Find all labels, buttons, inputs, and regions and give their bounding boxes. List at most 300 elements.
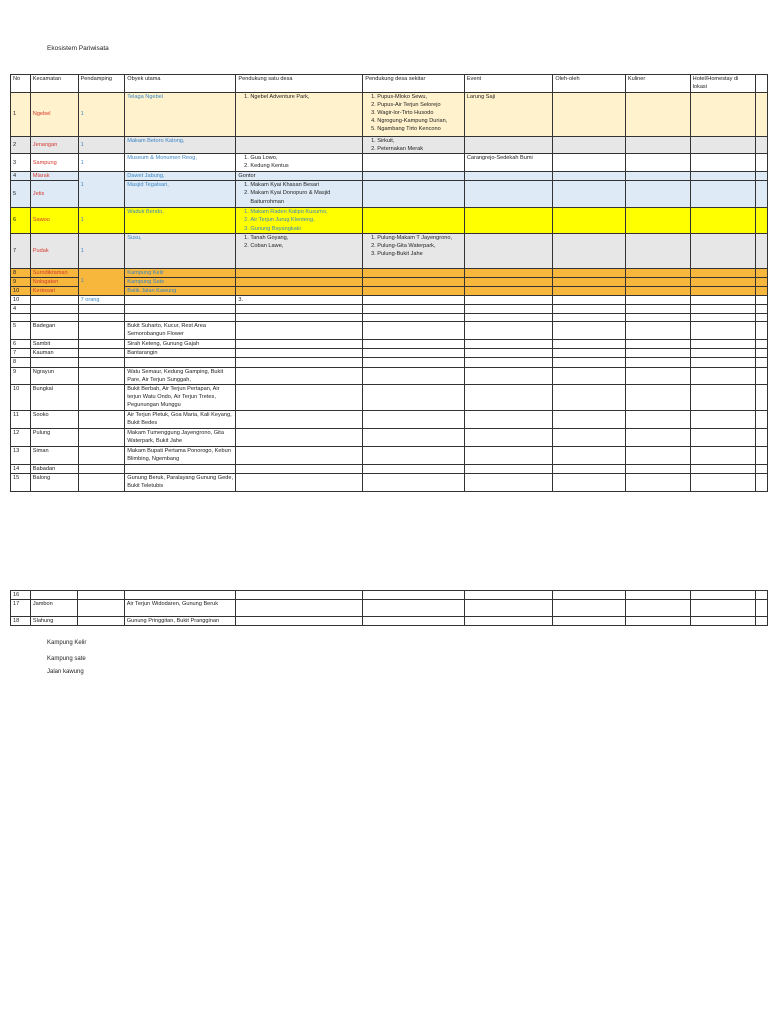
cell-hotel <box>690 277 755 286</box>
cell-pendamping <box>78 349 125 358</box>
cell-event <box>464 172 553 181</box>
list-item: 2. Pupus-Air Terjun Selorejo <box>377 101 462 109</box>
cell-overflow <box>756 473 768 491</box>
cell-obyek: Masjid Tegalsari, <box>125 181 236 208</box>
list-item: 2. Makam Kyai Donopuro & Masjid Baiturrohman <box>250 189 360 205</box>
table-row <box>11 322 768 340</box>
cell-no: 8 <box>11 268 31 277</box>
cell-oleh-oleh <box>553 600 626 617</box>
header-overflow <box>756 75 768 93</box>
cell-overflow <box>756 464 768 473</box>
cell-kecamatan: Ngrayun <box>30 367 78 384</box>
cell-pendamping <box>78 473 125 491</box>
cell-hotel <box>690 181 755 208</box>
cell-kecamatan: Bungkal <box>30 384 78 410</box>
cell-desa-sekitar <box>363 322 465 340</box>
cell-kuliner <box>625 446 690 464</box>
cell-obyek <box>125 305 236 314</box>
cell-no: 12 <box>11 428 31 446</box>
cell-event <box>464 295 553 304</box>
cell-event <box>464 600 553 617</box>
cell-event <box>464 473 553 491</box>
cell-overflow <box>756 233 768 268</box>
cell-pendamping <box>78 591 124 600</box>
cell-hotel <box>690 295 755 304</box>
cell-desa-sekitar <box>363 428 465 446</box>
cell-desa-sekitar <box>363 277 465 286</box>
cell-desa-sekitar <box>363 600 464 617</box>
list-item: 1. Gua Lowo, <box>250 154 360 162</box>
table-row <box>11 349 768 358</box>
table-row <box>11 410 768 428</box>
cell-obyek: Susu, <box>125 233 236 268</box>
cell-hotel <box>690 137 755 154</box>
cell-kuliner <box>625 384 690 410</box>
cell-satu-desa <box>236 208 363 233</box>
cell-satu-desa <box>236 600 363 617</box>
cell-obyek: Museum & Monumen Reog, <box>125 154 236 172</box>
cell-kuliner <box>626 617 691 626</box>
cell-event <box>464 181 553 208</box>
list-item: 1. Pulung-Makam T Jayengrono, <box>377 234 462 242</box>
cell-kecamatan: Sambit <box>30 340 78 349</box>
cell-obyek <box>125 314 236 322</box>
cell-satu-desa <box>236 410 363 428</box>
cell-kecamatan: Sawoo <box>30 208 78 233</box>
cell-hotel <box>691 617 756 626</box>
cell-kecamatan: Sampung <box>30 154 78 172</box>
cell-desa-sekitar <box>363 233 465 268</box>
cell-pendamping: 1 <box>78 181 125 208</box>
cell-oleh-oleh <box>553 154 626 172</box>
cell-event <box>464 233 553 268</box>
table-row <box>11 181 768 208</box>
cell-kuliner <box>626 600 691 617</box>
cell-overflow <box>756 600 768 617</box>
cell-overflow <box>756 340 768 349</box>
cell-desa-sekitar <box>363 410 465 428</box>
cell-kuliner <box>625 268 690 277</box>
cell-event <box>464 277 553 286</box>
table-row <box>11 446 768 464</box>
table-row <box>11 233 768 268</box>
cell-no: 16 <box>11 591 31 600</box>
cell-kecamatan: Pudak <box>30 233 78 268</box>
cell-kecamatan: Balong <box>30 473 78 491</box>
cell-overflow <box>756 277 768 286</box>
cell-pendamping <box>78 464 125 473</box>
cell-hotel <box>690 208 755 233</box>
cell-satu-desa <box>236 181 363 208</box>
cell-no: 9 <box>11 367 31 384</box>
cell-event <box>464 617 553 626</box>
cell-kuliner <box>625 172 690 181</box>
cell-obyek: Sirah Keteng, Gunung Gajah <box>125 340 236 349</box>
cell-obyek: Dawet Jabung, <box>125 172 236 181</box>
cell-kuliner <box>626 591 691 600</box>
cell-pendamping: 1 <box>78 154 125 172</box>
cell-desa-sekitar <box>363 473 465 491</box>
cell-hotel <box>690 349 755 358</box>
cell-obyek <box>125 358 236 367</box>
cell-pendamping: 7 orang <box>78 295 125 304</box>
cell-kuliner <box>625 208 690 233</box>
cell-pendamping <box>78 322 125 340</box>
cell-event <box>464 268 553 277</box>
cell-oleh-oleh <box>553 137 626 154</box>
cell-obyek: Bukit Suharto, Kucur, Rest Area Semorobangun Flower <box>125 322 236 340</box>
cell-obyek: Makam Betoro Katong, <box>125 137 236 154</box>
cell-no: 7 <box>11 233 31 268</box>
table-row <box>11 314 768 322</box>
header-oleh-oleh: Oleh-oleh <box>553 75 626 93</box>
cell-desa-sekitar <box>363 181 465 208</box>
cell-no: 6 <box>11 208 31 233</box>
cell-hotel <box>690 322 755 340</box>
list-item: 1. Makam Raden Kalipo Kusumo, <box>250 208 360 216</box>
cell-kuliner <box>625 349 690 358</box>
document-title: Ekosistem Pariwisata <box>47 45 109 52</box>
cell-oleh-oleh <box>553 358 626 367</box>
cell-obyek <box>125 464 236 473</box>
cell-obyek: Telaga Ngebel <box>125 93 236 137</box>
list-item: 1. Ngebel Adventure Park, <box>250 93 360 101</box>
cell-desa-sekitar <box>363 137 465 154</box>
cell-obyek: Bantarangin <box>125 349 236 358</box>
cell-satu-desa <box>236 464 363 473</box>
cell-satu-desa <box>236 305 363 314</box>
cell-pendamping <box>78 367 125 384</box>
cell-kuliner <box>625 314 690 322</box>
cell-overflow <box>756 93 768 137</box>
cell-hotel <box>690 428 755 446</box>
cell-obyek: Kampung Kelir <box>125 268 236 277</box>
cell-kecamatan: Jambon <box>30 600 78 617</box>
header-row <box>11 75 768 93</box>
cell-overflow <box>756 591 768 600</box>
cell-oleh-oleh <box>553 208 626 233</box>
cell-hotel <box>690 340 755 349</box>
cell-kuliner <box>625 295 690 304</box>
cell-pendamping <box>78 358 125 367</box>
cell-satu-desa <box>236 617 363 626</box>
cell-event <box>464 137 553 154</box>
cell-overflow <box>756 208 768 233</box>
cell-desa-sekitar <box>363 93 465 137</box>
cell-oleh-oleh <box>553 410 626 428</box>
cell-event <box>464 384 553 410</box>
cell-oleh-oleh <box>553 268 626 277</box>
header-pendamping: Pendamping <box>78 75 125 93</box>
cell-no: 18 <box>11 617 31 626</box>
cell-desa-sekitar <box>363 617 464 626</box>
list-item: 1. Tanah Goyang, <box>250 234 360 242</box>
cell-no: 10 <box>11 286 31 295</box>
cell-kecamatan <box>30 305 78 314</box>
cell-satu-desa <box>236 233 363 268</box>
cell-kecamatan: Pulung <box>30 428 78 446</box>
list-item: 2. Coban Lawe, <box>250 242 360 250</box>
cell-obyek: Batik Jalan Kawung <box>125 286 236 295</box>
cell-overflow <box>756 349 768 358</box>
cell-no: 7 <box>11 349 31 358</box>
cell-kuliner <box>625 305 690 314</box>
cell-pendamping: 1 <box>78 208 125 233</box>
cell-oleh-oleh <box>553 314 626 322</box>
cell-hotel <box>690 410 755 428</box>
cell-satu-desa <box>236 137 363 154</box>
cell-kuliner <box>625 410 690 428</box>
cell-hotel <box>690 154 755 172</box>
cell-satu-desa <box>236 268 363 277</box>
cell-kecamatan <box>30 358 78 367</box>
cell-desa-sekitar <box>363 305 465 314</box>
table-row <box>11 93 768 137</box>
cell-kecamatan: Nologaten <box>30 277 78 286</box>
cell-desa-sekitar <box>363 172 465 181</box>
cell-oleh-oleh <box>553 233 626 268</box>
cell-desa-sekitar <box>363 367 465 384</box>
cell-overflow <box>756 137 768 154</box>
cell-oleh-oleh <box>553 464 626 473</box>
cell-pendamping <box>78 340 125 349</box>
cell-kecamatan: Sooko <box>30 410 78 428</box>
cell-hotel <box>690 446 755 464</box>
table-row <box>11 358 768 367</box>
note-kampung-sate: Kampung sate <box>47 656 86 662</box>
main-table <box>10 74 768 492</box>
table-row <box>11 617 768 626</box>
cell-satu-desa: 3. <box>236 295 363 304</box>
cell-kuliner <box>625 233 690 268</box>
cell-no <box>11 314 31 322</box>
cell-pendamping <box>78 286 125 295</box>
table-row <box>11 154 768 172</box>
cell-kecamatan <box>30 314 78 322</box>
cell-hotel <box>691 591 756 600</box>
cell-oleh-oleh <box>553 305 626 314</box>
cell-satu-desa <box>236 277 363 286</box>
cell-event <box>464 464 553 473</box>
cell-desa-sekitar <box>363 208 465 233</box>
cell-kuliner <box>625 277 690 286</box>
table-row <box>11 268 768 277</box>
cell-desa-sekitar <box>363 384 465 410</box>
cell-no: 9 <box>11 277 31 286</box>
cell-overflow <box>756 446 768 464</box>
cell-no: 8 <box>11 358 31 367</box>
header-kuliner: Kuliner <box>625 75 690 93</box>
cell-desa-sekitar <box>363 340 465 349</box>
cell-hotel <box>690 384 755 410</box>
cell-obyek: Kampung Sate <box>125 277 236 286</box>
cell-hotel <box>691 600 756 617</box>
header-pendukung-satu-desa: Pendukung satu desa <box>236 75 363 93</box>
cell-obyek: Bukit Berbah, Air Terjun Pertapan, Air terjun Watu Ondo, Air Terjun Tretes, Pegunungan Munggu <box>125 384 236 410</box>
cell-oleh-oleh <box>553 286 626 295</box>
cell-desa-sekitar <box>363 314 465 322</box>
cell-obyek <box>125 295 236 304</box>
cell-event <box>464 340 553 349</box>
cell-kecamatan <box>30 591 78 600</box>
cell-obyek <box>124 591 236 600</box>
cell-oleh-oleh <box>553 428 626 446</box>
cell-no: 17 <box>11 600 31 617</box>
cell-pendamping <box>78 617 124 626</box>
cell-kuliner <box>625 358 690 367</box>
cell-no: 11 <box>11 410 31 428</box>
cell-event <box>464 286 553 295</box>
table-row <box>11 367 768 384</box>
table-row <box>11 464 768 473</box>
cell-kuliner <box>625 473 690 491</box>
cell-kecamatan: Jetis <box>30 181 78 208</box>
list-item: 1. Pupus-Mloko Sewu, <box>377 93 462 101</box>
note-kampung-kelir: Kampung Kelir <box>47 640 87 646</box>
cell-obyek: Gunung Pringgitan, Bukit Prangginan <box>124 617 236 626</box>
cell-satu-desa <box>236 340 363 349</box>
cell-hotel <box>690 286 755 295</box>
cell-kuliner <box>625 154 690 172</box>
cell-event <box>464 208 553 233</box>
cell-satu-desa <box>236 591 363 600</box>
cell-pendamping <box>78 600 124 617</box>
cell-desa-sekitar <box>363 286 465 295</box>
cell-desa-sekitar <box>363 464 465 473</box>
cell-no: 10 <box>11 295 31 304</box>
cell-event <box>464 428 553 446</box>
cell-overflow <box>756 322 768 340</box>
cell-satu-desa <box>236 349 363 358</box>
list-item: 4. Ngrogung-Kampung Durian, <box>377 117 462 125</box>
table-row <box>11 473 768 491</box>
cell-hotel <box>690 172 755 181</box>
cell-kecamatan: Ngebel <box>30 93 78 137</box>
list-item: 2. Pulung-Gita Waterpark, <box>377 242 462 250</box>
cell-kecamatan: Badegan <box>30 322 78 340</box>
cell-oleh-oleh <box>553 93 626 137</box>
table-row <box>11 295 768 304</box>
cell-overflow <box>756 181 768 208</box>
cell-hotel <box>690 314 755 322</box>
table-row <box>11 137 768 154</box>
table-row <box>11 277 768 286</box>
cell-kuliner <box>625 137 690 154</box>
cell-oleh-oleh <box>553 591 626 600</box>
cell-oleh-oleh <box>553 181 626 208</box>
cell-kecamatan: Surodikraman <box>30 268 78 277</box>
cell-pendamping: 1 <box>78 233 125 268</box>
cell-satu-desa <box>236 428 363 446</box>
table-row <box>11 172 768 181</box>
cell-event: Larung Saji <box>464 93 553 137</box>
cell-oleh-oleh <box>553 277 626 286</box>
cell-overflow <box>756 384 768 410</box>
cell-event <box>464 446 553 464</box>
header-obyek-utama: Obyek utama <box>125 75 236 93</box>
cell-desa-sekitar <box>363 591 464 600</box>
cell-oleh-oleh <box>553 367 626 384</box>
cell-no: 10 <box>11 384 31 410</box>
list-item: 2. Air Terjun Jurug Klenteng, <box>250 216 360 224</box>
cell-overflow <box>756 172 768 181</box>
list-item: 5. Ngambang Tirto Kencono <box>377 125 462 133</box>
cell-overflow <box>756 617 768 626</box>
cell-oleh-oleh <box>553 384 626 410</box>
cell-satu-desa <box>236 358 363 367</box>
cell-hotel <box>690 305 755 314</box>
cell-no: 3 <box>11 154 31 172</box>
cell-pendamping <box>78 268 125 277</box>
cell-no: 15 <box>11 473 31 491</box>
cell-no: 14 <box>11 464 31 473</box>
cell-overflow <box>756 428 768 446</box>
cell-overflow <box>756 286 768 295</box>
cell-no: 2 <box>11 137 31 154</box>
cell-overflow <box>756 410 768 428</box>
cell-kuliner <box>625 367 690 384</box>
cell-no: 13 <box>11 446 31 464</box>
cell-overflow <box>756 367 768 384</box>
cell-no: 4 <box>11 172 31 181</box>
cell-event <box>464 349 553 358</box>
cell-obyek: Air Terjun Widodaren, Gunung Beruk <box>124 600 236 617</box>
cell-event <box>464 358 553 367</box>
cell-hotel <box>690 464 755 473</box>
cell-obyek: Makam Tumenggung Jayengrono, Gita Waterpark, Bukit Jahe <box>125 428 236 446</box>
cell-satu-desa <box>236 322 363 340</box>
cell-event <box>464 305 553 314</box>
list-item: 2. Peternakan Merak <box>377 145 462 153</box>
note-jalan-kawung: Jalan kawung <box>47 669 84 675</box>
cell-oleh-oleh <box>553 349 626 358</box>
cell-kecamatan <box>30 295 78 304</box>
cell-kuliner <box>625 340 690 349</box>
table-row <box>11 286 768 295</box>
cell-kecamatan: Babadan <box>30 464 78 473</box>
cell-pendamping <box>78 410 125 428</box>
cell-overflow <box>756 314 768 322</box>
cell-satu-desa <box>236 446 363 464</box>
cell-satu-desa <box>236 154 363 172</box>
lower-table <box>10 590 768 626</box>
cell-satu-desa <box>236 93 363 137</box>
cell-oleh-oleh <box>553 446 626 464</box>
cell-oleh-oleh <box>553 295 626 304</box>
cell-satu-desa: Gontor <box>236 172 363 181</box>
cell-satu-desa <box>236 384 363 410</box>
cell-hotel <box>690 233 755 268</box>
cell-event <box>464 314 553 322</box>
cell-overflow <box>756 295 768 304</box>
cell-overflow <box>756 305 768 314</box>
cell-satu-desa <box>236 367 363 384</box>
cell-desa-sekitar <box>363 349 465 358</box>
list-item: 3. Pulung-Bukit Jahe <box>377 250 462 258</box>
cell-oleh-oleh <box>553 340 626 349</box>
cell-pendamping: 1 <box>78 93 125 137</box>
cell-satu-desa <box>236 473 363 491</box>
table-row <box>11 384 768 410</box>
table-row <box>11 305 768 314</box>
header-pendukung-desa-sekitar: Pendukung desa sekitar <box>363 75 465 93</box>
cell-kuliner <box>625 464 690 473</box>
cell-hotel <box>690 268 755 277</box>
cell-oleh-oleh <box>553 617 626 626</box>
cell-obyek: Watu Semaur, Kedung Gamping, Bukit Pare, Air Terjun Sunggah, <box>125 367 236 384</box>
cell-desa-sekitar <box>363 446 465 464</box>
cell-obyek: Air Terjun Pletuk, Goa Maria, Kali Keyang, Bukit Bedes <box>125 410 236 428</box>
